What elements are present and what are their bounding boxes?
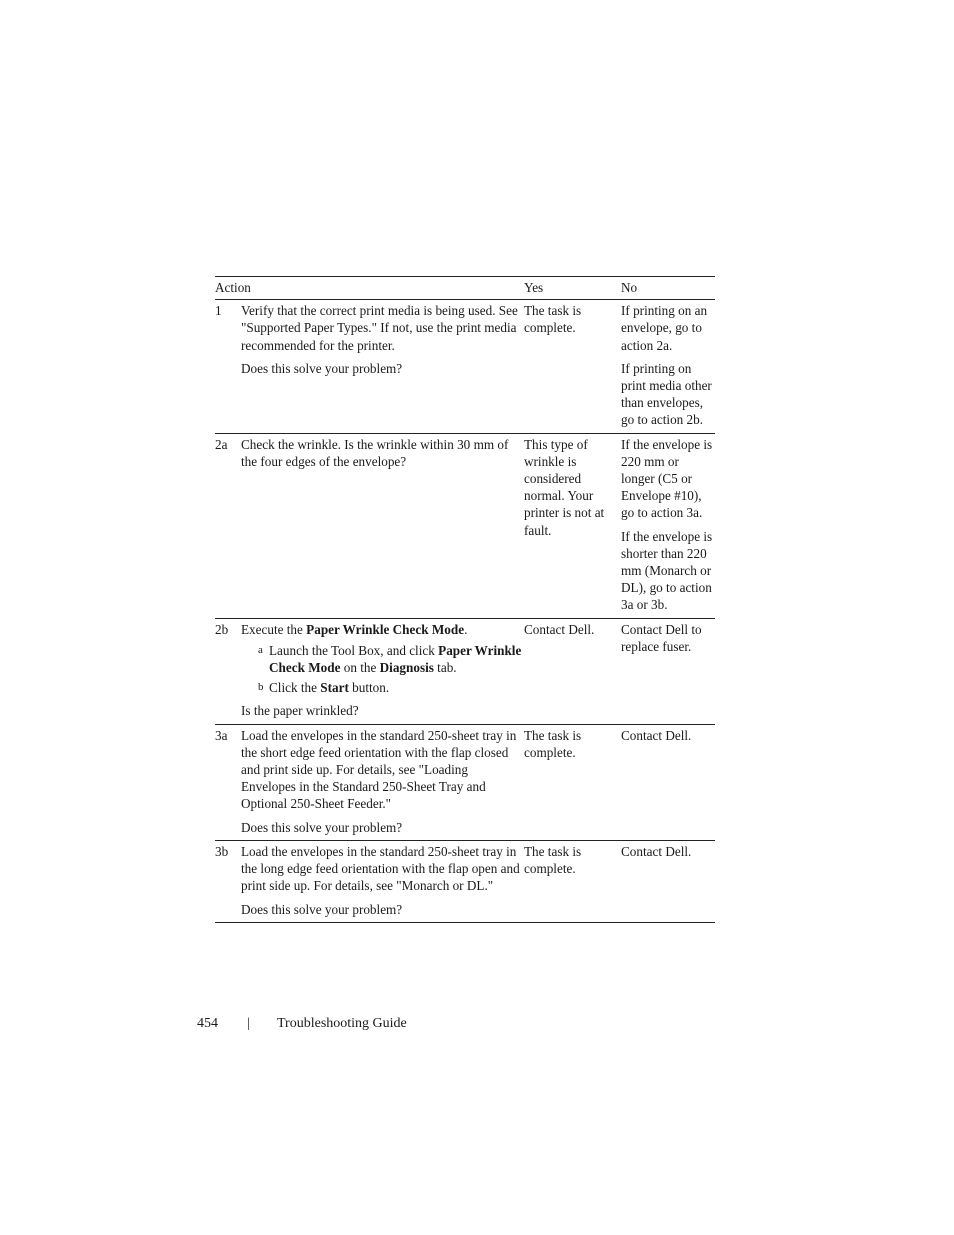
no-text: If printing on an envelope, go to action 2a. (621, 303, 708, 353)
action-cell (241, 433, 524, 618)
action-intro (241, 621, 524, 638)
step-text: Click the (269, 680, 321, 696)
yes-cell (524, 840, 621, 922)
yes-text: The task is complete. (524, 727, 582, 760)
yes-cell (524, 724, 621, 840)
action-question: Does this solve your problem? (241, 901, 403, 917)
step-text: on the (340, 660, 380, 676)
action-cell (241, 618, 524, 724)
action-question: Does this solve your problem? (241, 819, 403, 835)
page-number: 454 (197, 1016, 218, 1031)
table-row (215, 724, 715, 840)
no-cell (621, 724, 715, 840)
step-bold: Diagnosis (379, 660, 434, 676)
yes-cell (524, 433, 621, 618)
footer-separator: | (247, 1016, 250, 1031)
action-cell (241, 300, 524, 433)
table-header-row (215, 277, 715, 300)
step-item (241, 679, 524, 696)
row-number: 3b (215, 843, 229, 859)
no-text: Contact Dell to replace fuser. (621, 621, 702, 654)
troubleshooting-table (215, 276, 715, 923)
no-text: If the envelope is 220 mm or longer (C5 or Envelope #10), go to action 3a. (621, 436, 713, 521)
yes-cell (524, 300, 621, 433)
action-text: Verify that the correct print media is being used. See "Supported Paper Types." If not, use the print media recommended for the printer. (241, 303, 518, 353)
header-action: Action (215, 277, 524, 300)
intro-text: . (464, 621, 468, 637)
no-text: If the envelope is shorter than 220 mm (Monarch or DL), go to action 3a or 3b. (621, 528, 713, 613)
table-row (215, 433, 715, 618)
action-question: Is the paper wrinkled? (241, 703, 359, 719)
table-row (215, 618, 715, 724)
yes-text: This type of wrinkle is considered normal. Your printer is not at fault. (524, 436, 605, 538)
row-number: 2b (215, 621, 229, 637)
page-footer (197, 1015, 407, 1032)
step-item (241, 642, 524, 676)
step-text: button. (348, 680, 390, 696)
step-bold: Start (320, 680, 349, 696)
yes-text: The task is complete. (524, 843, 582, 877)
yes-cell (524, 618, 621, 724)
step-marker: b (258, 681, 264, 694)
table-row (215, 300, 715, 433)
yes-text: Contact Dell. (524, 621, 595, 637)
intro-bold: Paper Wrinkle Check Mode (306, 621, 465, 637)
row-number: 1 (215, 303, 222, 319)
footer-section-title: Troubleshooting Guide (277, 1016, 407, 1031)
step-marker: a (258, 643, 263, 656)
action-question: Does this solve your problem? (241, 360, 403, 376)
step-bold: Paper Wrinkle Check Mode (269, 642, 522, 676)
no-text: If printing on print media other than envelopes, go to action 2b. (621, 360, 712, 428)
yes-text: The task is complete. (524, 303, 582, 336)
row-number: 2a (215, 436, 228, 452)
action-cell (241, 840, 524, 922)
action-text: Check the wrinkle. Is the wrinkle within 30 mm of the four edges of the envelope? (241, 436, 509, 469)
header-yes: Yes (524, 277, 621, 300)
no-cell (621, 300, 715, 433)
action-text: Load the envelopes in the standard 250-sheet tray in the long edge feed orientation with the flap open and print side up. For details, see "Monarch or DL." (241, 843, 520, 894)
header-no: No (621, 277, 715, 300)
table-row (215, 840, 715, 922)
no-text: Contact Dell. (621, 727, 692, 743)
step-list (241, 642, 524, 697)
no-cell (621, 618, 715, 724)
no-cell (621, 433, 715, 618)
action-cell (241, 724, 524, 840)
row-number: 3a (215, 727, 228, 743)
no-cell (621, 840, 715, 922)
step-text: tab. (433, 660, 457, 676)
no-text: Contact Dell. (621, 843, 692, 859)
step-text: Launch the Tool Box, and click (269, 642, 439, 658)
action-text: Load the envelopes in the standard 250-sheet tray in the short edge feed orientation with the flap closed and print side up. For details, see "Loading Envelopes in the Standard 250-Sheet Tray and Optional 250-Sheet Feeder." (241, 727, 517, 812)
intro-text: Execute the (241, 621, 307, 637)
